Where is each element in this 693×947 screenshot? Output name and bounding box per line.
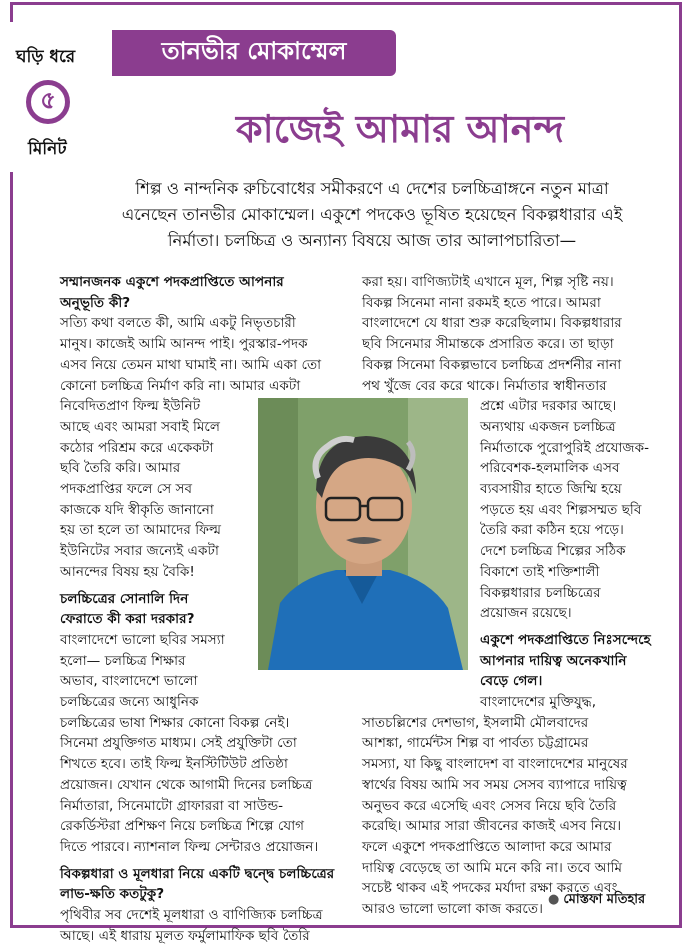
byline-author: মোস্তফা মতিহার	[563, 892, 646, 907]
answer-line: ফলে একুশে পদকপ্রাপ্তিতে আলাদা করে আমার	[362, 838, 612, 855]
interviewee-name-band: তানভীর মোকাম্মেল	[112, 30, 396, 76]
answer-line: সত্যি কথা বলতে কী, আমি একটু নিভৃতচারী	[60, 315, 296, 332]
answer-line: বাংলাদেশে ভালো ছবির সমস্যা	[60, 631, 225, 648]
answer-line: কঠোর পরিশ্রম করে একেকটা	[60, 439, 214, 456]
answer-3	[60, 905, 350, 946]
article-intro	[72, 176, 672, 254]
answer-line: বিকল্প সিনেমা বিকল্পভাবে চলচ্চিত্র প্রদর্শনীর নানা	[362, 356, 622, 373]
answer-line: হয় তা হলে তা আমাদের ফিল্ম	[60, 522, 222, 539]
question-line: বিকল্পধারা ও মূলধারা নিয়ে একটি দ্বন্দ্বে চলচ্চিত্রের	[60, 865, 335, 882]
answer-line: প্রয়োজন রয়েছে।	[480, 605, 572, 622]
answer-line: পদকপ্রাপ্তির ফলে সে সব	[60, 481, 193, 498]
answer-line: প্রশ্নে এটার দরকার আছে।	[480, 398, 617, 415]
answer-line: প্রয়োজন। যেখান থেকে আগামী দিনের চলচ্চিত্র	[60, 776, 313, 793]
answer-line: পড়তে হয় এবং শিল্পসম্মত ছবি	[480, 501, 642, 518]
badge-number-circle	[26, 80, 70, 124]
answer-line: ছবি সিনেমার সীমান্তকে প্রসারিত করে। তা ছাড়া	[362, 336, 614, 353]
answer-line: সিনেমা প্রযুক্তিগত মাধ্যম। সেই প্রযুক্তিটা তো	[60, 735, 297, 752]
badge-line-3: মিনিট	[28, 139, 67, 159]
answer-line: শিখতে হবে। তাই ফিল্ম ইনস্টিটিউট প্রতিষ্ঠা	[60, 756, 288, 773]
interviewee-photo	[258, 398, 468, 670]
five-minute-badge	[0, 22, 104, 172]
badge-number: ৫	[40, 86, 56, 114]
answer-line: আরও ভালো ভালো কাজ করতে।	[362, 901, 543, 918]
answer-line: বিকল্পধারার চলচ্চিত্রের	[480, 584, 601, 601]
question-3	[60, 864, 350, 905]
answer-line: কাজকে যদি স্বীকৃতি জানানো	[60, 501, 214, 518]
answer-line: দেশে চলচ্চিত্র শিল্পের সঠিক	[480, 543, 626, 560]
question-line: চলচ্চিত্রের সোনালি দিন	[60, 590, 189, 607]
answer-line: দিতে পারবে। ন্যাশনাল ফিল্ম সেন্টারও প্রয়োজন।	[60, 838, 319, 855]
answer-line: বাংলাদেশের মুক্তিযুদ্ধ,	[480, 694, 597, 711]
answer-line: অন্যথায় একজন চলচ্চিত্র	[480, 418, 616, 435]
answer-line: ব্যবসায়ীর হাতে জিম্মি হয়ে	[480, 481, 622, 498]
intro-line-1: শিল্প ও নান্দনিক রুচিবোধের সমীকরণে এ দেশের চলচ্চিত্রাঙ্গনে নতুন মাত্রা	[135, 179, 609, 198]
answer-line: আছে এবং আমরা সবাই মিলে	[60, 418, 221, 435]
answer-line: হলো— চলচ্চিত্র শিক্ষার	[60, 652, 186, 669]
answer-line: করা হয়। বাণিজ্যটাই এখানে মূল, শিল্প সৃষ্টি নয়।	[362, 274, 614, 290]
answer-line: কোনো চলচ্চিত্র নির্মাণ করি না। আমার একটা	[60, 377, 301, 394]
answer-line: ইউনিটের সবার জন্যেই একটা	[60, 543, 219, 560]
answer-line: বিকাশে তাই শক্তিশালী	[480, 563, 600, 580]
answer-line: অনুভব করে এসেছি এবং সেসব নিয়ে ছবি তৈরি	[362, 797, 617, 814]
question-line: লাভ-ক্ষতি কতটুকু?	[60, 886, 165, 903]
question-line: বেড়ে গেল।	[480, 673, 543, 690]
answer-line: অভাব, বাংলাদেশে ভালো	[60, 673, 198, 690]
answer-line: তৈরি করা কঠিন হয়ে পড়ে।	[480, 522, 624, 539]
answer-line: বিকল্প সিনেমা নানা রকমই হতে পারে। আমরা	[362, 294, 601, 311]
answer-line: সচেষ্ট থাকব এই পদকের মর্যাদা রক্ষা করতে এবং	[362, 880, 618, 897]
answer-line: মানুষ। কাজেই আমি আনন্দ পাই। পুরস্কার-পদক	[60, 336, 308, 353]
question-1	[60, 272, 350, 313]
question-line: অনুভূতি কী?	[60, 294, 131, 311]
answer-line: করেছি। আমার সারা জীবনের কাজই এসব নিয়ে।	[362, 818, 622, 835]
answer-4	[362, 692, 674, 920]
article-title: কাজেই আমার আনন্দ	[236, 106, 564, 151]
answer-line: এসব নিয়ে তেমন মাথা ঘামাই না। আমি একা তো	[60, 356, 322, 373]
intro-line-3: নির্মাতা। চলচ্চিত্র ও অন্যান্য বিষয়ে আজ তার আলাপচারিতা—	[167, 231, 577, 250]
answer-line: স্বার্থের বিষয় আমি সব সময় সেসব ব্যাপারে দায়িত্ব	[362, 776, 627, 793]
question-line: ফেরাতে কী করা দরকার?	[60, 611, 195, 628]
answer-line: সাতচল্লিশের দেশভাগ, ইসলামী মৌলবাদের	[362, 714, 589, 731]
answer-line: নির্মাতাকে পুরোপুরিই প্রযোজক-	[480, 439, 649, 456]
answer-line: দায়িত্ব বেড়েছে তা আমি মনে করি না। তবে আমি	[362, 859, 623, 876]
answer-line: পৃথিবীর সব দেশেই মূলধারা ও বাণিজ্যিক চলচ্চিত্র	[60, 907, 323, 924]
answer-line: বাংলাদেশে যে ধারা শুরু করেছিলাম। বিকল্পধারার	[362, 315, 622, 332]
intro-line-2: এনেছেন তানভীর মোকাম্মেল। একুশে পদকেও ভূষিত হয়েছেন বিকল্পধারার এই	[121, 205, 623, 224]
answer-line: আশঙ্কা, গার্মেন্টস শিল্প বা পার্বত্য চট্টগ্রামের	[362, 735, 589, 752]
question-line: একুশে পদকপ্রাপ্তিতে নিঃসন্দেহে	[480, 631, 651, 648]
answer-line: আনন্দের বিষয় হয় বৈকি!	[60, 563, 195, 580]
answer-line: রেকর্ডিস্টরা প্রশিক্ষণ নিয়ে চলচ্চিত্র শিল্পে যোগ	[60, 818, 305, 835]
answer-line: আছে। এই ধারায় মূলত ফর্মুলামাফিক ছবি তৈরি	[60, 927, 310, 944]
badge-line-1: ঘড়ি ধরে	[16, 47, 76, 67]
answer-line: চলচ্চিত্রের জন্যে আধুনিক	[60, 694, 199, 711]
answer-line: চলচ্চিত্রের ভাষা শিক্ষার কোনো বিকল্প নেই।	[60, 714, 290, 731]
answer-line: সমস্যা, যা কিছু বাংলাদেশ বা বাংলাদেশের মানুষের	[362, 756, 628, 773]
answer-line: নিবেদিতপ্রাণ ফিল্ম ইউনিট	[60, 398, 201, 415]
answer-line: পরিবেশক-হলমালিক এসব	[480, 460, 620, 477]
answer-line: নির্মাতারা, সিনেমাটো গ্রাফাররা বা সাউন্ড-	[60, 797, 284, 814]
answer-line: ছবি তৈরি করি। আমার	[60, 460, 181, 477]
question-line: আপনার দায়িত্ব অনেকখানি	[480, 652, 627, 669]
answer-line: পথ খুঁজে বের করে থাকে। নির্মাতার স্বাধীনতার	[362, 377, 607, 394]
bullet-icon: ●	[548, 892, 560, 907]
question-line: সম্মানজনক একুশে পদকপ্রাপ্তিতে আপনার	[60, 274, 284, 290]
byline	[548, 890, 645, 911]
